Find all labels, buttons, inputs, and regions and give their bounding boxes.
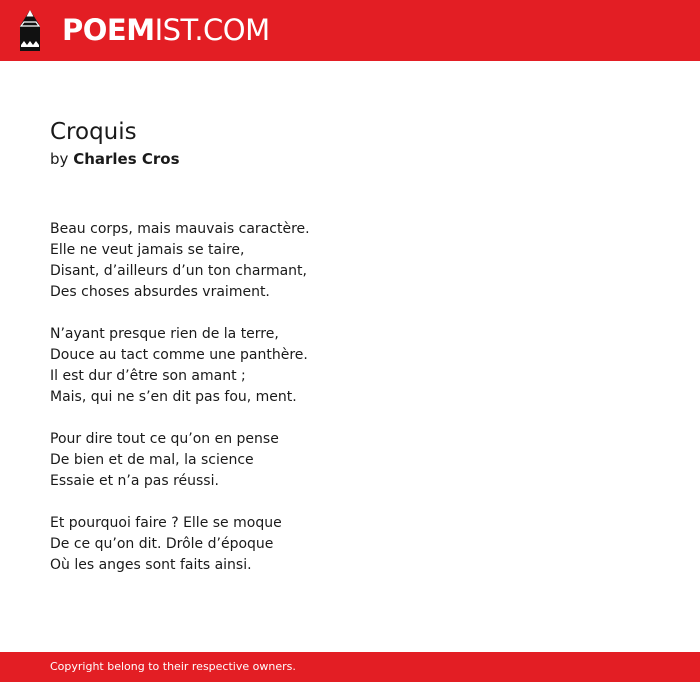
poem-title: Croquis bbox=[50, 119, 137, 145]
poem-line: Disant, d’ailleurs d’un ton charmant, bbox=[50, 263, 307, 279]
poem-line: Où les anges sont faits ainsi. bbox=[50, 557, 252, 573]
poem-stanza bbox=[50, 513, 650, 576]
copyright-text: Copyright belong to their respective owners. bbox=[50, 660, 296, 673]
poem-line: De ce qu’on dit. Drôle d’époque bbox=[50, 536, 274, 552]
poem-line: Des choses absurdes vraiment. bbox=[50, 284, 270, 300]
poem-line: Pour dire tout ce qu’on en pense bbox=[50, 431, 279, 447]
poem-byline bbox=[50, 149, 180, 169]
byline-prefix: by bbox=[50, 150, 69, 168]
poem-stanza bbox=[50, 219, 650, 303]
poem-line: Il est dur d’être son amant ; bbox=[50, 368, 246, 384]
poem-line: De bien et de mal, la science bbox=[50, 452, 254, 468]
poem-stanza bbox=[50, 324, 650, 408]
poem-line: Elle ne veut jamais se taire, bbox=[50, 242, 245, 258]
site-header bbox=[0, 0, 700, 61]
poem-line: Douce au tact comme une panthère. bbox=[50, 347, 308, 363]
logo-text-bold: POEM bbox=[62, 13, 155, 47]
site-footer bbox=[0, 652, 700, 682]
poem-line: Mais, qui ne s’en dit pas fou, ment. bbox=[50, 389, 297, 405]
site-logo[interactable] bbox=[62, 12, 270, 48]
poem-body bbox=[50, 219, 650, 597]
poem-line: N’ayant presque rien de la terre, bbox=[50, 326, 279, 342]
poem-line: Essaie et n’a pas réussi. bbox=[50, 473, 219, 489]
poem-line: Beau corps, mais mauvais caractère. bbox=[50, 221, 310, 237]
poem-line: Et pourquoi faire ? Elle se moque bbox=[50, 515, 282, 531]
logo-text-light: IST.COM bbox=[154, 13, 270, 47]
poem-stanza bbox=[50, 429, 650, 492]
poem-author: Charles Cros bbox=[73, 150, 180, 168]
pencil-icon[interactable] bbox=[18, 10, 42, 51]
